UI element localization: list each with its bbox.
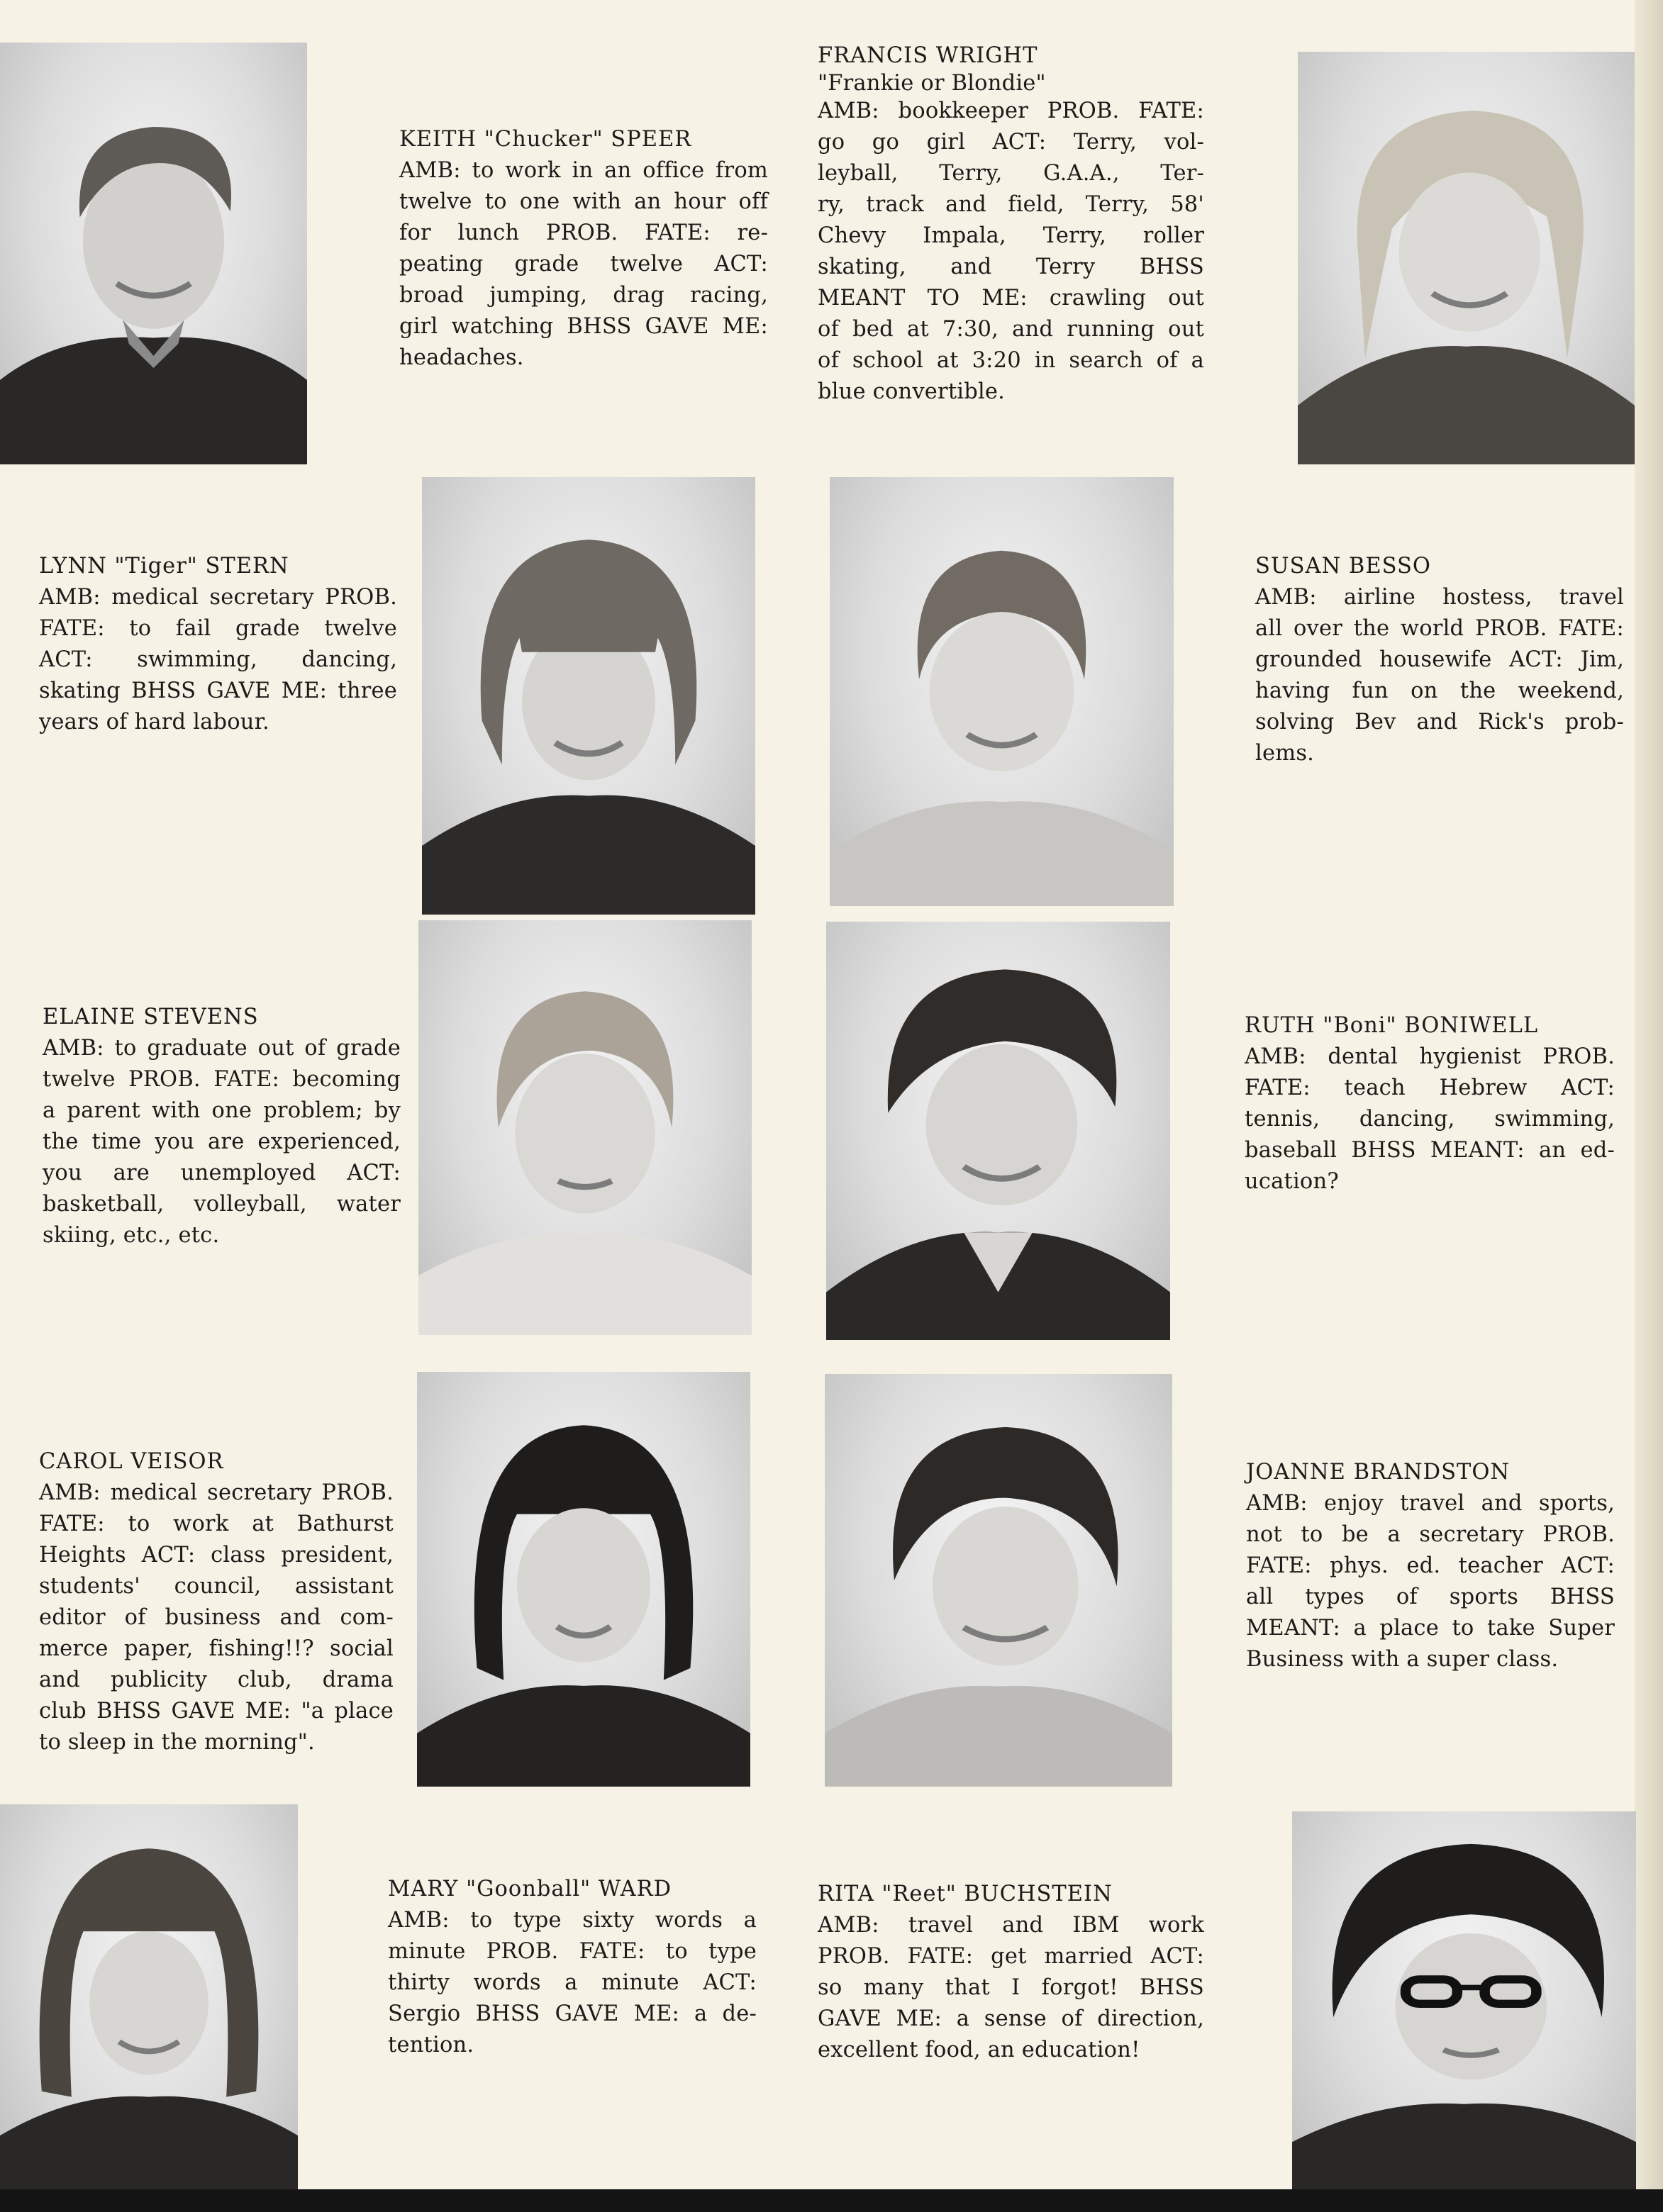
bio-line: FATE: to fail grade twelve bbox=[39, 616, 397, 641]
bio-line: club BHSS GAVE ME: "a place bbox=[39, 1699, 394, 1724]
bio-line: AMB: to graduate out of grade bbox=[43, 1036, 401, 1061]
bio-line: thirty words a minute ACT: bbox=[388, 1970, 757, 1995]
bio-line: FATE: phys. ed. teacher ACT: bbox=[1246, 1553, 1615, 1578]
bio-line: twelve to one with an hour off bbox=[399, 189, 768, 214]
bio-line: AMB: travel and IBM work bbox=[818, 1913, 1204, 1938]
bio-line: having fun on the weekend, bbox=[1255, 678, 1624, 703]
bio-line: Sergio BHSS GAVE ME: a de- bbox=[388, 2001, 757, 2026]
bio-lynn-stern bbox=[39, 551, 397, 738]
page-bottom-band bbox=[0, 2189, 1663, 2212]
bio-line: to sleep in the morning". bbox=[39, 1730, 315, 1755]
bio-line: excellent food, an education! bbox=[818, 2038, 1140, 2062]
bio-line: solving Bev and Rick's prob- bbox=[1255, 710, 1624, 734]
bio-line: a parent with one problem; by bbox=[43, 1098, 401, 1123]
student-name: KEITH "Chucker" SPEER bbox=[399, 127, 692, 152]
portrait-mary-ward-figure bbox=[0, 1804, 298, 2191]
bio-line: ry, track and field, Terry, 58' bbox=[818, 192, 1204, 217]
bio-line: MEANT: a place to take Super bbox=[1246, 1616, 1615, 1641]
bio-line: all over the world PROB. FATE: bbox=[1255, 616, 1624, 641]
portrait-carol-veisor bbox=[417, 1372, 750, 1787]
bio-line: lems. bbox=[1255, 741, 1315, 766]
bio-line: all types of sports BHSS bbox=[1246, 1585, 1615, 1609]
bio-line: AMB: bookkeeper PROB. FATE: bbox=[818, 99, 1204, 123]
bio-line: merce paper, fishing!!? social bbox=[39, 1636, 394, 1661]
bio-line: AMB: medical secretary PROB. bbox=[39, 1480, 394, 1505]
portrait-keith-speer bbox=[0, 43, 307, 464]
bio-line: ucation? bbox=[1245, 1169, 1339, 1194]
bio-line: skating, and Terry BHSS bbox=[818, 255, 1204, 279]
bio-line: you are unemployed ACT: bbox=[43, 1161, 401, 1185]
bio-mary-ward bbox=[388, 1874, 757, 2061]
bio-line: the time you are experienced, bbox=[43, 1129, 401, 1154]
bio-carol-veisor bbox=[39, 1446, 394, 1758]
bio-line: "Frankie or Blondie" bbox=[818, 71, 1046, 96]
portrait-carol-veisor-figure bbox=[417, 1372, 750, 1787]
bio-line: AMB: enjoy travel and sports, bbox=[1246, 1491, 1615, 1516]
bio-line: basketball, volleyball, water bbox=[43, 1192, 401, 1217]
bio-line: so many that I forgot! BHSS bbox=[818, 1975, 1204, 2000]
bio-line: for lunch PROB. FATE: re- bbox=[399, 220, 768, 245]
portrait-elaine-stevens bbox=[418, 920, 752, 1335]
student-name: RITA "Reet" BUCHSTEIN bbox=[818, 1882, 1113, 1906]
bio-line: go go girl ACT: Terry, vol- bbox=[818, 130, 1204, 155]
bio-line: MEANT TO ME: crawling out bbox=[818, 286, 1204, 311]
bio-line: tennis, dancing, swimming, bbox=[1245, 1107, 1615, 1132]
bio-susan-besso bbox=[1255, 551, 1624, 769]
bio-keith-speer bbox=[399, 124, 768, 374]
portrait-susan-besso bbox=[830, 477, 1174, 906]
bio-line: twelve PROB. FATE: becoming bbox=[43, 1067, 401, 1092]
student-name: LYNN "Tiger" STERN bbox=[39, 554, 289, 579]
portrait-susan-besso-figure bbox=[830, 477, 1174, 906]
bio-line: Business with a super class. bbox=[1246, 1647, 1559, 1672]
portrait-keith-speer-figure bbox=[0, 43, 307, 464]
portrait-ruth-boniwell bbox=[826, 922, 1170, 1340]
bio-line: years of hard labour. bbox=[39, 710, 269, 734]
bio-line: baseball BHSS MEANT: an ed- bbox=[1245, 1138, 1615, 1163]
bio-line: headaches. bbox=[399, 345, 524, 370]
bio-line: girl watching BHSS GAVE ME: bbox=[399, 314, 768, 339]
portrait-mary-ward bbox=[0, 1804, 298, 2191]
bio-line: broad jumping, drag racing, bbox=[399, 283, 768, 308]
bio-line: FATE: teach Hebrew ACT: bbox=[1245, 1076, 1615, 1100]
portrait-joanne-brandston bbox=[825, 1374, 1172, 1787]
bio-joanne-brandston bbox=[1246, 1457, 1615, 1675]
bio-line: editor of business and com- bbox=[39, 1605, 394, 1630]
page-edge bbox=[1635, 0, 1663, 2212]
bio-line: AMB: to type sixty words a bbox=[388, 1908, 757, 1933]
bio-line: AMB: to work in an office from bbox=[399, 158, 768, 183]
student-name: FRANCIS WRIGHT bbox=[818, 43, 1038, 68]
bio-line: grounded housewife ACT: Jim, bbox=[1255, 647, 1624, 672]
bio-line: skating BHSS GAVE ME: three bbox=[39, 678, 397, 703]
portrait-ruth-boniwell-figure bbox=[826, 922, 1170, 1340]
bio-line: peating grade twelve ACT: bbox=[399, 252, 768, 276]
student-name: ELAINE STEVENS bbox=[43, 1005, 259, 1029]
bio-line: AMB: dental hygienist PROB. bbox=[1245, 1044, 1615, 1069]
bio-line: blue convertible. bbox=[818, 379, 1006, 404]
bio-line: tention. bbox=[388, 2033, 474, 2057]
portrait-elaine-stevens-figure bbox=[418, 920, 752, 1335]
bio-line: AMB: medical secretary PROB. bbox=[39, 585, 397, 610]
portrait-francis-wright-figure bbox=[1298, 52, 1635, 464]
bio-ruth-boniwell bbox=[1245, 1010, 1615, 1197]
bio-line: PROB. FATE: get married ACT: bbox=[818, 1944, 1204, 1969]
bio-line: minute PROB. FATE: to type bbox=[388, 1939, 757, 1964]
bio-line: FATE: to work at Bathurst bbox=[39, 1512, 394, 1536]
bio-line: skiing, etc., etc. bbox=[43, 1223, 220, 1248]
student-name: JOANNE BRANDSTON bbox=[1246, 1460, 1511, 1485]
bio-line: ACT: swimming, dancing, bbox=[39, 647, 397, 672]
bio-elaine-stevens bbox=[43, 1002, 401, 1251]
bio-line: AMB: airline hostess, travel bbox=[1255, 585, 1624, 610]
portrait-rita-buchstein bbox=[1292, 1811, 1636, 2191]
portrait-francis-wright bbox=[1298, 52, 1635, 464]
student-name: SUSAN BESSO bbox=[1255, 554, 1431, 579]
portrait-joanne-brandston-figure bbox=[825, 1374, 1172, 1787]
bio-line: GAVE ME: a sense of direction, bbox=[818, 2006, 1204, 2031]
student-name: CAROL VEISOR bbox=[39, 1449, 224, 1474]
bio-line: of school at 3:20 in search of a bbox=[818, 348, 1204, 373]
bio-line: students' council, assistant bbox=[39, 1574, 394, 1599]
bio-line: leyball, Terry, G.A.A., Ter- bbox=[818, 161, 1204, 186]
portrait-lynn-stern-figure bbox=[422, 477, 755, 915]
bio-francis-wright bbox=[818, 40, 1204, 408]
bio-rita-buchstein bbox=[818, 1879, 1204, 2066]
bio-line: not to be a secretary PROB. bbox=[1246, 1522, 1615, 1547]
bio-line: Heights ACT: class president, bbox=[39, 1543, 394, 1568]
bio-line: Chevy Impala, Terry, roller bbox=[818, 223, 1204, 248]
student-name: MARY "Goonball" WARD bbox=[388, 1877, 672, 1901]
bio-line: of bed at 7:30, and running out bbox=[818, 317, 1204, 342]
student-name: RUTH "Boni" BONIWELL bbox=[1245, 1013, 1539, 1038]
portrait-rita-buchstein-figure bbox=[1292, 1811, 1636, 2191]
portrait-lynn-stern bbox=[422, 477, 755, 915]
bio-line: and publicity club, drama bbox=[39, 1668, 394, 1692]
